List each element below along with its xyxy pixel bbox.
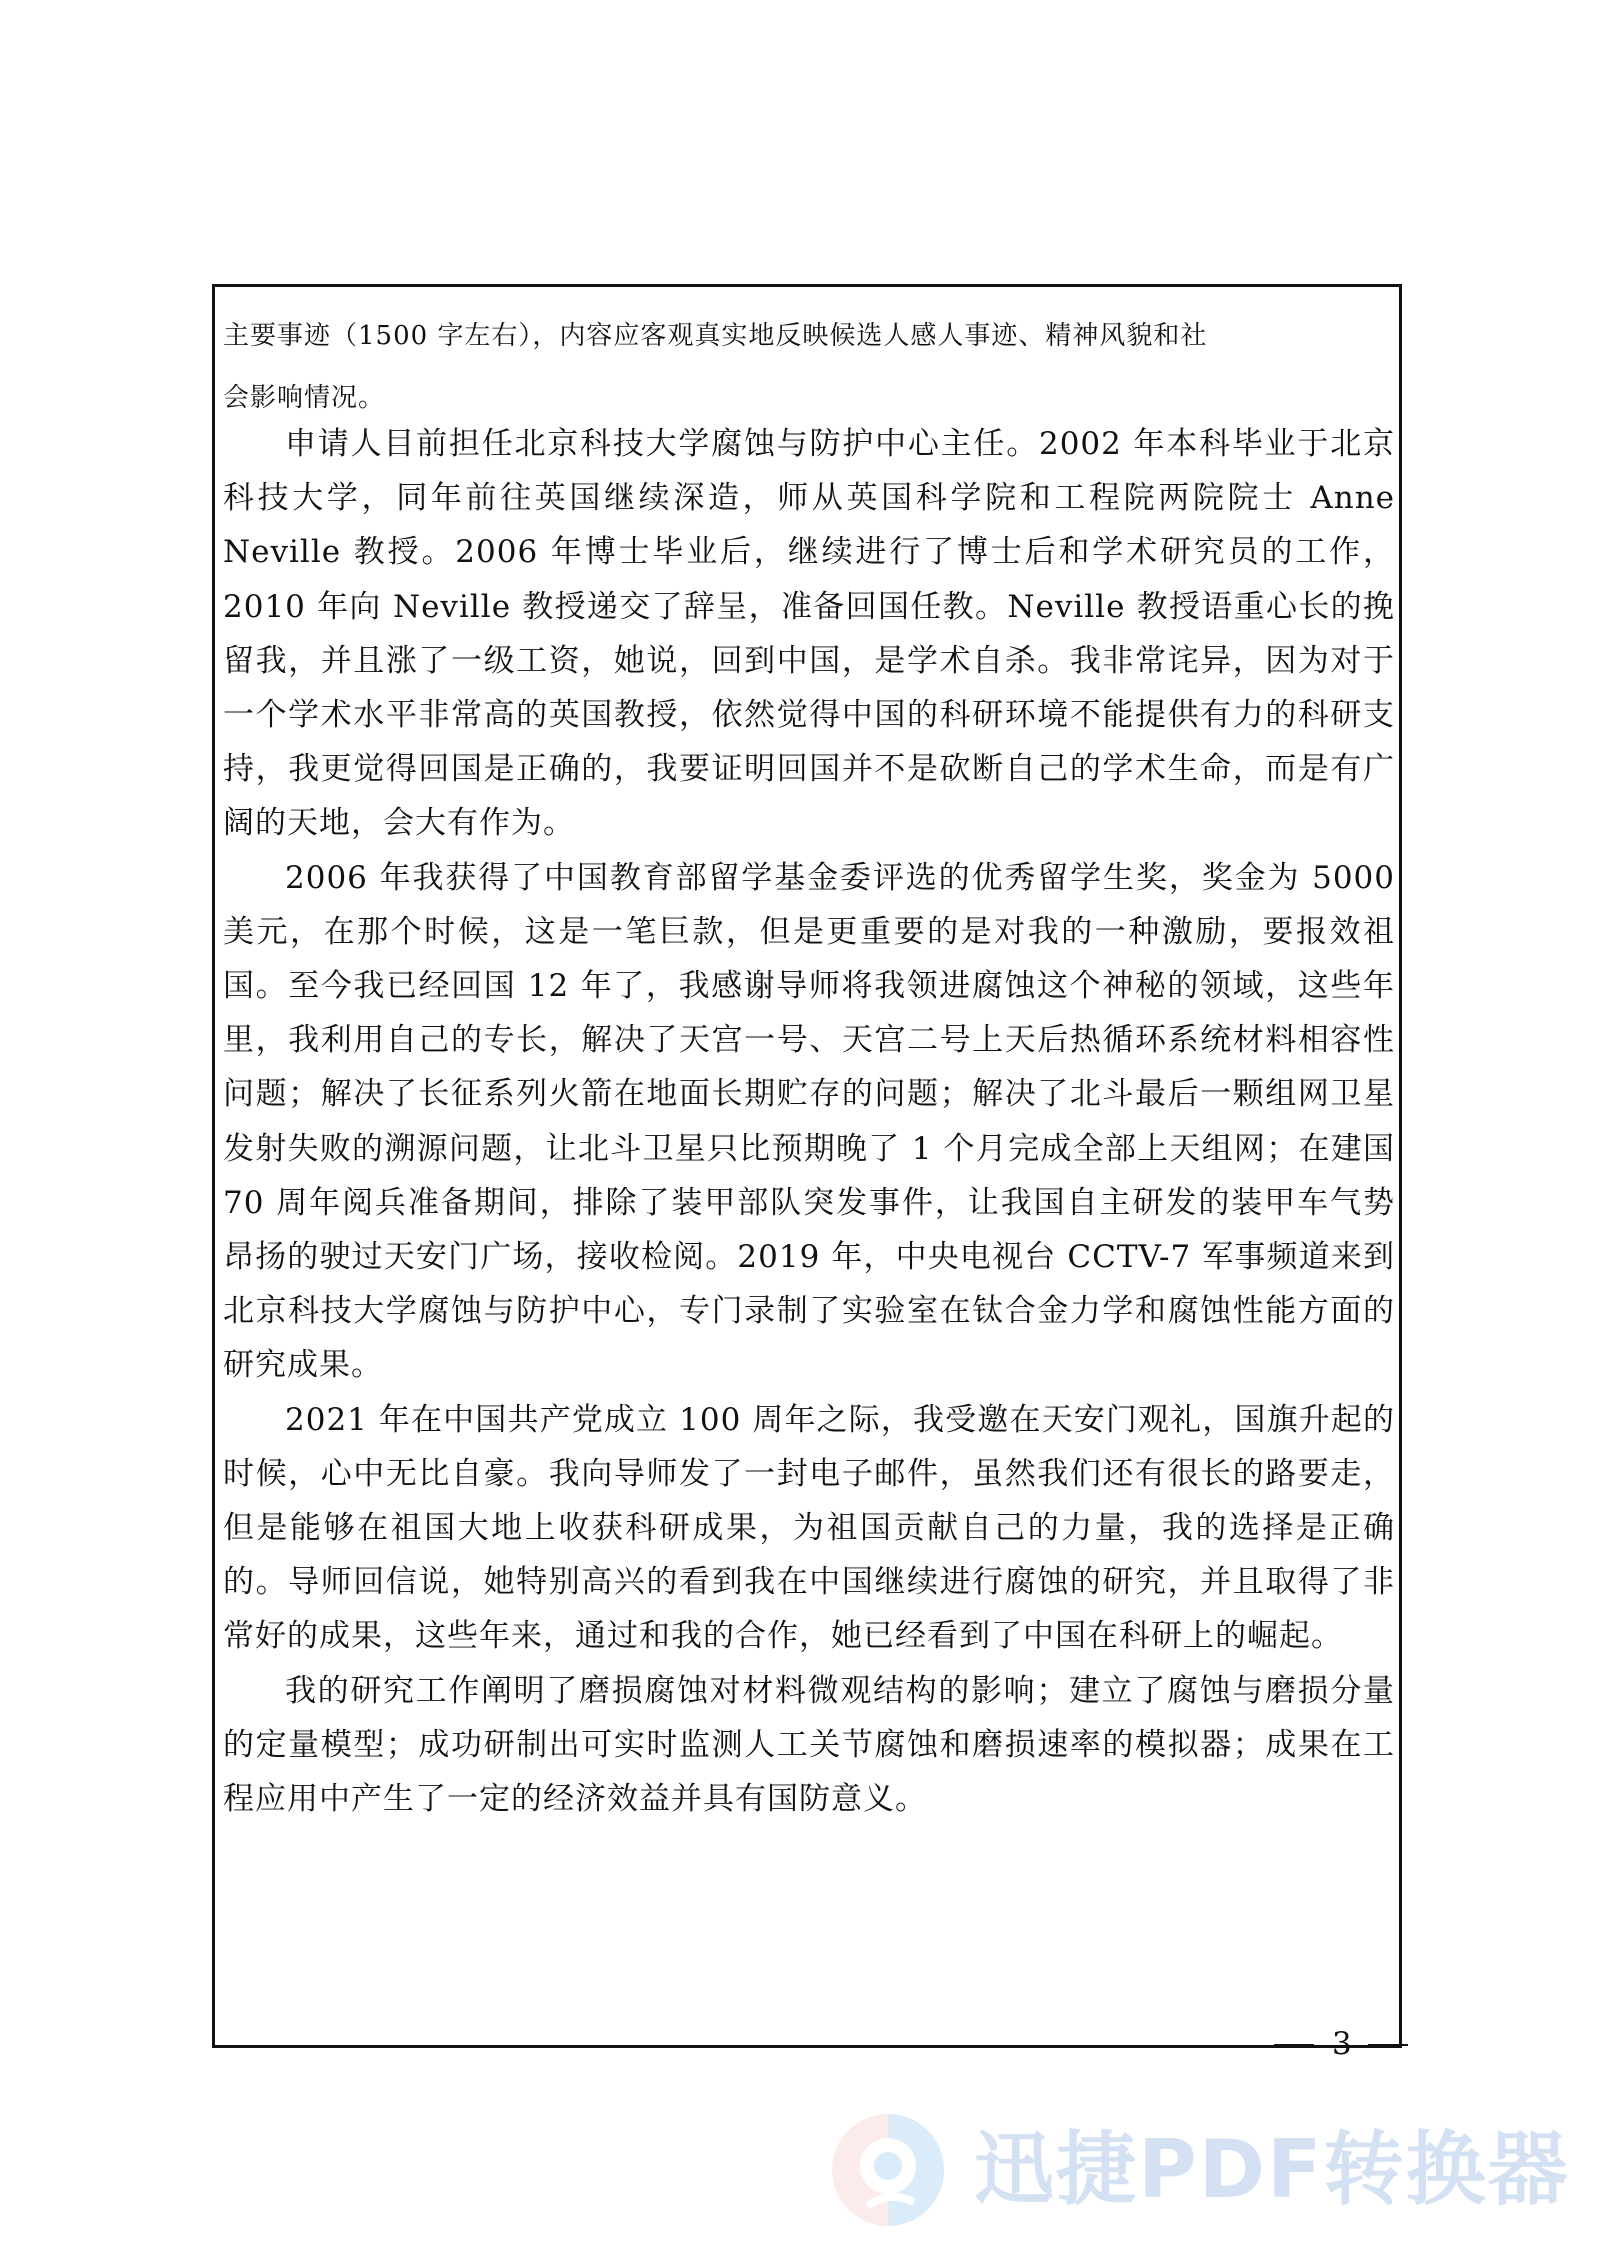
page-number-dash-right [1368, 2044, 1408, 2046]
form-frame [212, 284, 1402, 2048]
instruction-line-1: 主要事迹（1500 字左右），内容应客观真实地反映候选人感人事迹、精神风貌和社 [223, 321, 1208, 351]
instruction-line-2: 会影响情况。 [223, 383, 386, 413]
xunjie-logo-icon [828, 2110, 948, 2230]
paragraph-3: 2021 年在中国共产党成立 100 周年之际，我受邀在天安门观礼，国旗升起的时候，心中无比自豪。我向导师发了一封电子邮件，虽然我们还有很长的路要走，但是能够在祖国大地上收获科研成果，为祖国贡献自己的力量，我的选择是正确的。导师回信说，她特别高兴的看到我在中国继续进行腐蚀的研究，并且取得了非常好的成果，这些年来，通过和我的合作，她已经看到了中国在科研上的崛起。 [223, 1401, 1395, 1655]
page-number-dash-left [1274, 2044, 1314, 2046]
watermark-text: 迅捷PDF转换器 [974, 2123, 1570, 2216]
paragraph-2: 2006 年我获得了中国教育部留学基金委评选的优秀留学生奖，奖金为 5000 美元，在那个时候，这是一笔巨款，但是更重要的是对我的一种激励，要报效祖国。至今我已经回国 12 年了，我感谢导师将我领进腐蚀这个神秘的领域，这些年里，我利用自己的专长，解决了天宫一号、天宫二号上天后热循环系统材料相容性问题；解决了长征系列火箭在地面长期贮存的问题；解决了北斗最后一颗组网卫星发射失败的溯源问题，让北斗卫星只比预期晚了 1 个月完成全部上天组网；在建国 70 周年阅兵准备期间，排除了装甲部队突发事件，让我国自主研发的装甲车气势昂扬的驶过天安门广场，接收检阅。2019 年，中央电视台 CCTV-7 军事频道来到北京科技大学腐蚀与防护中心，专门录制了实验室在钛合金力学和腐蚀性能方面的研究成果。 [223, 859, 1395, 1384]
deeds-body [223, 417, 1395, 1826]
page-number [1274, 2024, 1408, 2064]
paragraph-4: 我的研究工作阐明了磨损腐蚀对材料微观结构的影响；建立了腐蚀与磨损分量的定量模型；成功研制出可实时监测人工关节腐蚀和磨损速率的模拟器；成果在工程应用中产生了一定的经济效益并具有国防意义。 [223, 1672, 1395, 1818]
page-number-value: 3 [1332, 2026, 1352, 2062]
section-instructions [223, 305, 1393, 429]
paragraph-1: 申请人目前担任北京科技大学腐蚀与防护中心主任。2002 年本科毕业于北京科技大学，同年前往英国继续深造，师从英国科学院和工程院两院院士 Anne Neville 教授。2006 年博士毕业后，继续进行了博士后和学术研究员的工作，2010 年向 Neville 教授递交了辞呈，准备回国任教。Neville 教授语重心长的挽留我，并且涨了一级工资，她说，回到中国，是学术自杀。我非常诧异，因为对于一个学术水平非常高的英国教授，依然觉得中国的科研环境不能提供有力的科研支持，我更觉得回国是正确的，我要证明回国并不是砍断自己的学术生命，而是有广阔的天地，会大有作为。 [223, 426, 1395, 842]
watermark [828, 2110, 1588, 2230]
